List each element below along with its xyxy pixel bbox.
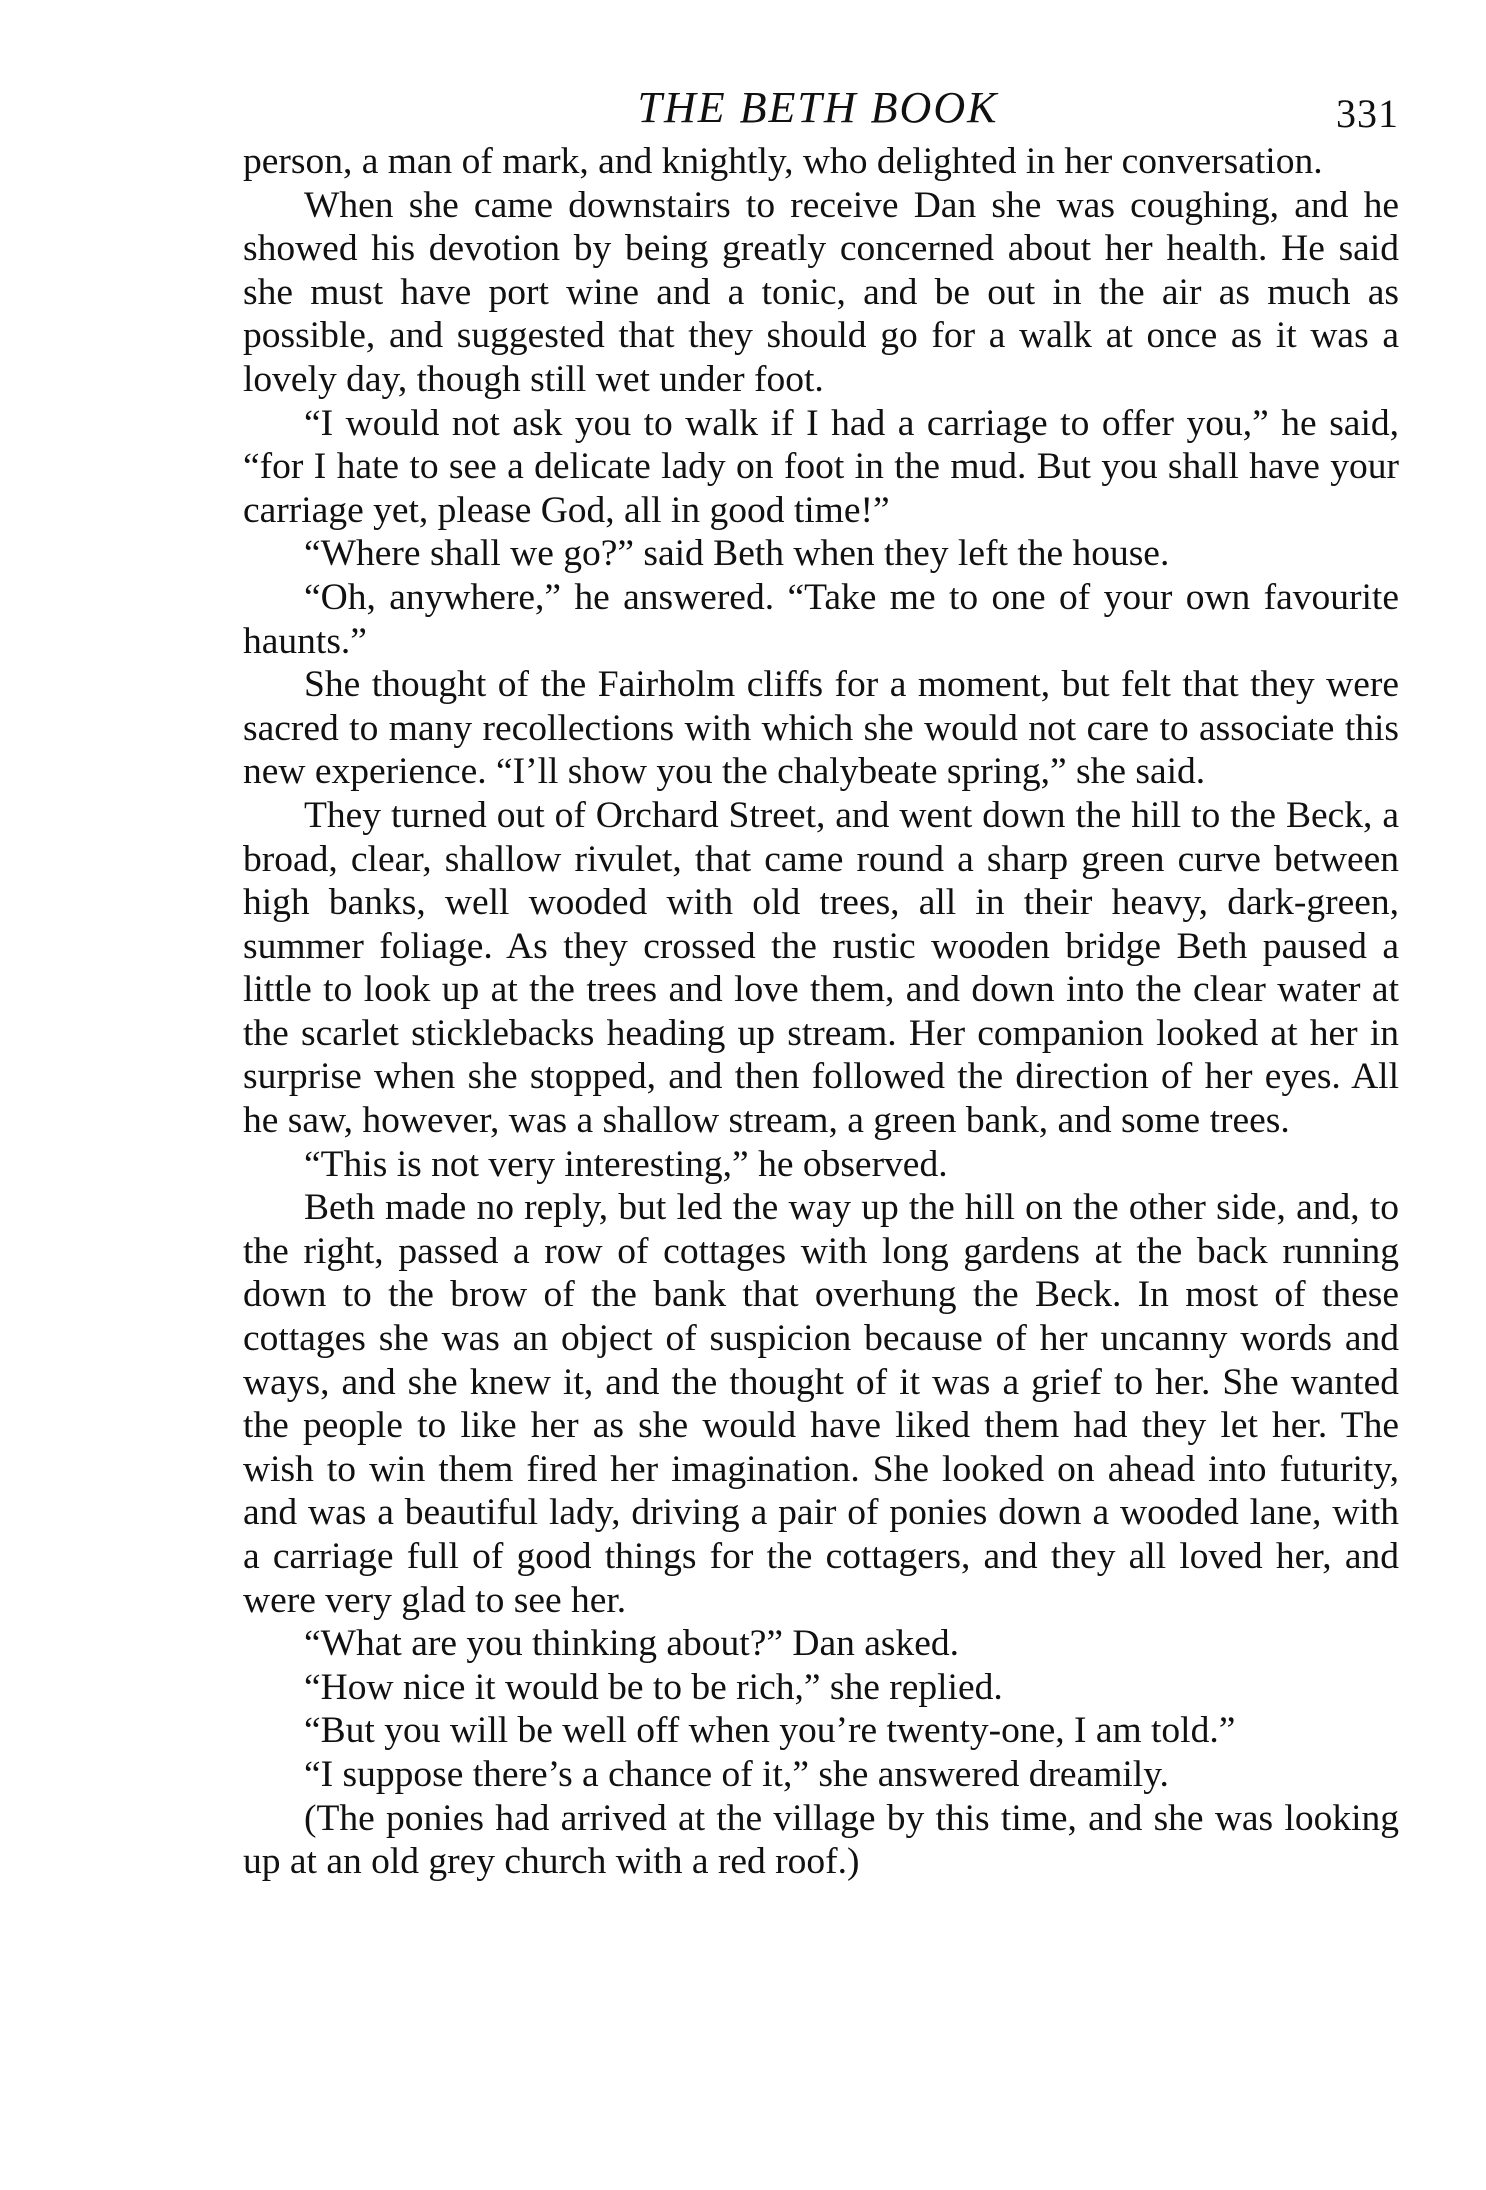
paragraph: When she came downstairs to receive Dan she was coughing, and he showed his devotion by being greatly concerned about her health. He said she must have port wine and a tonic, and be out in the air as much as possible, and suggested that they should go for a walk at once as it was a lovely day, though still wet under foot.	[243, 184, 1399, 400]
paragraph: “This is not very interesting,” he observed.	[304, 1143, 948, 1185]
paragraph: “What are you thinking about?” Dan asked.	[304, 1623, 959, 1665]
paragraph: person, a man of mark, and knightly, who delighted in her conversation.	[243, 141, 1323, 182]
running-title: THE BETH BOOK	[637, 83, 999, 132]
paragraph: Beth made no reply, but led the way up the hill on the other side, and, to the right, passed a row of cottages with long gardens at the back running down to the brow of the bank that overhung the Beck. In most of these cottages she was an object of suspicion because of her uncanny words and ways, and she knew it, and the thought of it was a grief to her. She wanted the people to like her as she would have liked them had they let her. The wish to win them fired her imagination. She looked on ahead into futurity, and was a beautiful lady, driving a pair of ponies down a wooded lane, with a carriage full of good things for the cottagers, and they all loved her, and were very glad to see her.	[243, 1187, 1399, 1621]
paragraph: “Where shall we go?” said Beth when they left the house.	[304, 533, 1170, 575]
paragraph: They turned out of Orchard Street, and went down the hill to the Beck, a broad, clear, shallow rivulet, that came round a sharp green curve between high banks, well wooded with old trees, all in their heavy, dark-green, summer foliage. As they crossed the rustic wooden bridge Beth paused a little to look up at the trees and love them, and down into the clear water at the scarlet sticklebacks heading up stream. Her companion looked at her in surprise when she stopped, and then followed the direction of her eyes. All he saw, however, was a shallow stream, a green bank, and some trees.	[243, 794, 1399, 1142]
page-number: 331	[1336, 91, 1399, 136]
paragraph: “I suppose there’s a chance of it,” she answered dreamily.	[304, 1753, 1169, 1795]
paragraph: “How nice it would be to be rich,” she replied.	[304, 1666, 1003, 1708]
paragraph: “Oh, anywhere,” he answered. “Take me to one of your own favourite haunts.”	[243, 576, 1399, 662]
paragraph: She thought of the Fairholm cliffs for a moment, but felt that they were sacred to many recollections with which she would not care to associate this new experience. “I’ll show you the chalybeate spring,” she said.	[243, 664, 1399, 793]
body-text	[243, 140, 1399, 1884]
paragraph: “But you will be well off when you’re twenty-one, I am told.”	[304, 1710, 1236, 1752]
paragraph: “I would not ask you to walk if I had a carriage to offer you,” he said, “for I hate to see a delicate lady on foot in the mud. But you shall have your carriage yet, please God, all in good time!”	[243, 402, 1399, 531]
running-head	[243, 82, 1399, 138]
paragraph: (The ponies had arrived at the village by this time, and she was looking up at an old grey church with a red roof.)	[243, 1797, 1399, 1883]
book-page	[243, 82, 1399, 1884]
